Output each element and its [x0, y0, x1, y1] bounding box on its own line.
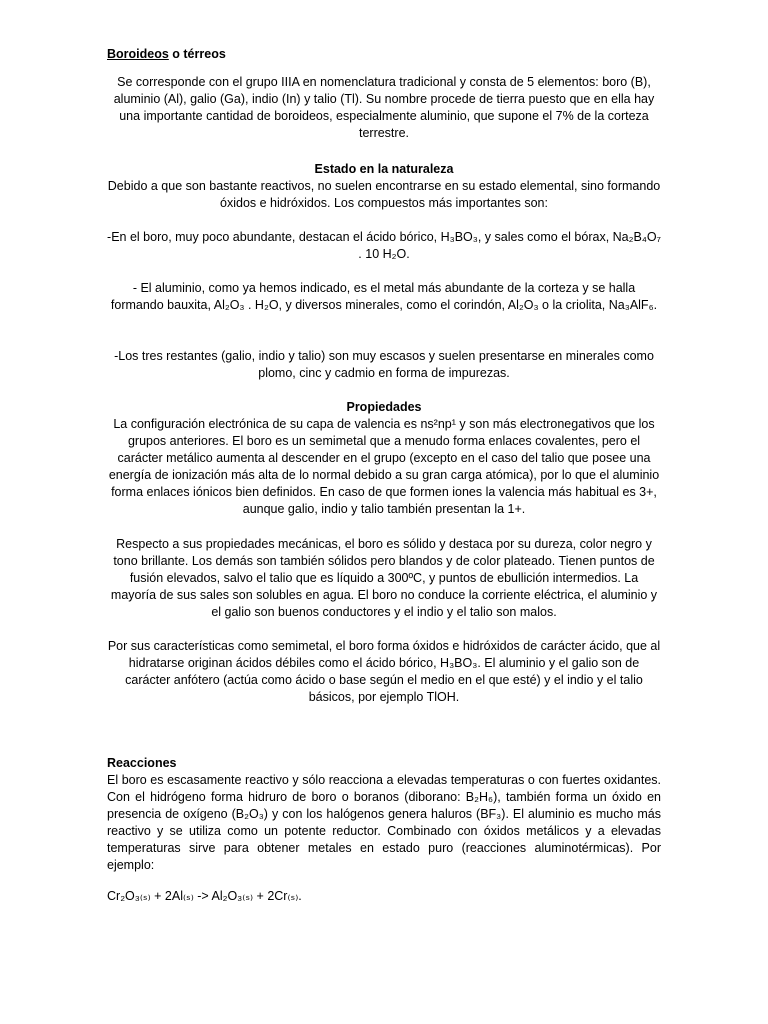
estado-section: [107, 161, 661, 212]
reaction-equation: Cr₂O₃₍ₛ₎ + 2Al₍ₛ₎ -> Al₂O₃₍ₛ₎ + 2Cr₍ₛ₎.: [107, 889, 302, 903]
estado-paragraph-3: - El aluminio, como ya hemos indicado, es el metal más abundante de la corteza y se halla formando bauxita, Al₂O₃ . H₂O, y diversos minerales, como el corindón, Al₂O₃ o la criolita, Na₃AlF₆.: [110, 281, 658, 312]
estado-paragraph-2: -En el boro, muy poco abundante, destacan el ácido bórico, H₃BO₃, y sales como el bórax, Na₂B₄O₇ . 10 H₂O.: [107, 230, 661, 261]
estado-paragraph-4: -Los tres restantes (galio, indio y talio) son muy escasos y suelen presentarse en minerales como plomo, cinc y cadmio en forma de impurezas.: [114, 349, 654, 380]
reacciones-section: [107, 755, 661, 874]
document-title: [107, 46, 226, 62]
intro-section: [107, 74, 661, 142]
propiedades-heading: Propiedades: [346, 400, 422, 414]
title-underlined: Boroideos: [107, 47, 169, 61]
propiedades-mecanicas-section: [107, 536, 661, 621]
estado-heading: Estado en la naturaleza: [314, 162, 454, 176]
estado-paragraph-1: Debido a que son bastante reactivos, no suelen encontrarse en su estado elemental, sino formando óxidos e hidróxidos. Los compuestos más importantes son:: [107, 179, 661, 210]
propiedades-paragraph-3: Por sus características como semimetal, el boro forma óxidos e hidróxidos de carácter ácido, que al hidratarse originan ácidos débiles como el ácido bórico, H₃BO₃. El aluminio y el galio son de carácter anfótero (actúa como ácido o base según el medio en el que esté) y el indio y el talio básicos, por ejemplo TlOH.: [107, 639, 661, 704]
propiedades-paragraph-1: La configuración electrónica de su capa de valencia es ns²np¹ y son más electronegativos que los grupos anteriores. El boro es un semimetal que a menudo forma enlaces covalentes, pero el carácter metálico aumenta al descender en el grupo (excepto en el caso del talio que posee una energía de ionización más alta de lo normal debido a su gran carga atómica), por lo que el aluminio forma enlaces iónicos bien definidos. En caso de que formen iones la valencia más habitual es 3+, aunque galio, indio y talio también presentan la 1+.: [108, 417, 660, 516]
propiedades-paragraph-2: Respecto a sus propiedades mecánicas, el boro es sólido y destaca por su dureza, color negro y tono brillante. Los demás son también sólidos pero blandos y de color plateado. Tienen puntos de fusión elevados, salvo el talio que es líquido a 300ºC, y puntos de ebullición intermedios. La mayoría de sus sales son solubles en agua. El boro no conduce la corriente eléctrica, el aluminio y el galio son buenos conductores y el indio y el talio son malos.: [110, 537, 658, 619]
propiedades-semimetal-section: [107, 638, 661, 706]
propiedades-section: [107, 399, 661, 518]
reacciones-paragraph: El boro es escasamente reactivo y sólo reacciona a elevadas temperaturas o con fuertes oxidantes. Con el hidrógeno forma hidruro de boro o boranos (diborano: B₂H₆), también forma un óxido en presencia de oxígeno (B₂O₃) y con los halógenos genera haluros (BF₃). El aluminio es mucho más reactivo y se utiliza como un potente reductor. Combinado con óxidos metálicos y a elevadas temperaturas sirve para obtener metales en estado puro (reacciones aluminotérmicas). Por ejemplo:: [107, 773, 661, 872]
estado-aluminio-section: [107, 280, 661, 314]
reacciones-heading: Reacciones: [107, 756, 177, 770]
estado-boro-section: [107, 229, 661, 263]
title-rest: o térreos: [168, 47, 226, 61]
estado-restantes-section: [107, 348, 661, 382]
intro-paragraph: Se corresponde con el grupo IIIA en nomenclatura tradicional y consta de 5 elementos: boro (B), aluminio (Al), galio (Ga), indio (In) y talio (Tl). Su nombre procede de tierra puesto que en ella hay una importante cantidad de boroideos, especialmente aluminio, que supone el 7% de la corteza terrestre.: [113, 75, 655, 140]
